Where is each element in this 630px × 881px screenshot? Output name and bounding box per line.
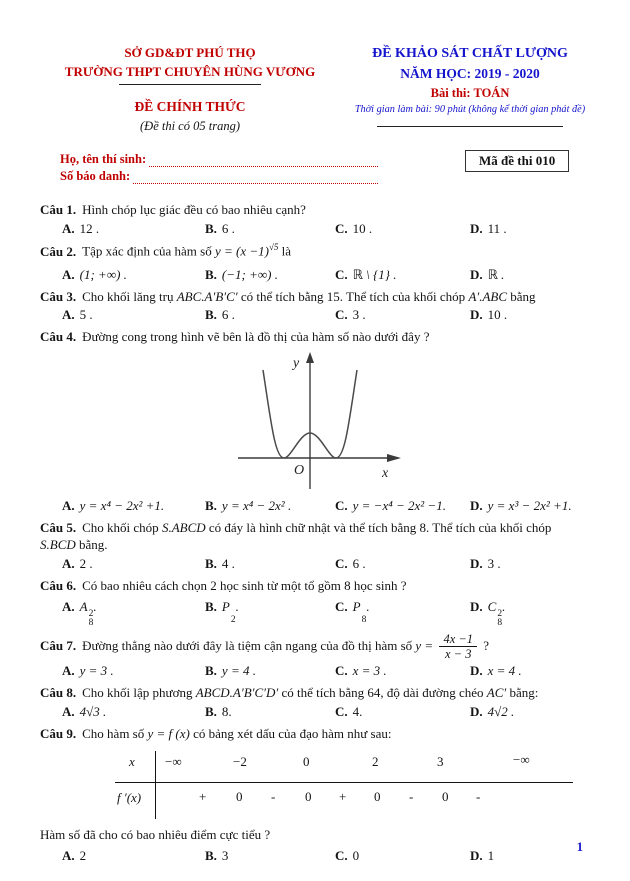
question-3-math1: ABC.A′B′C′	[176, 288, 238, 304]
question-2-exponent: √5	[268, 242, 279, 253]
option-tail: .	[235, 598, 239, 614]
question-8-math1: ABCD.A′B′C′D′	[195, 685, 279, 701]
option-value: ℝ \ {1} .	[352, 266, 397, 282]
option-letter: A.	[62, 307, 75, 323]
candidate-name-line	[149, 154, 378, 167]
option-letter: B.	[205, 220, 217, 236]
y-axis-label: y	[293, 356, 300, 372]
question-3-math2: A′.ABC	[468, 288, 508, 304]
table-sign: +	[199, 788, 207, 804]
option-a	[62, 599, 205, 628]
question-3-number: Câu 3.	[40, 288, 77, 304]
option-tail: .	[366, 598, 370, 614]
option-c	[335, 267, 470, 284]
question-1-text: Hình chóp lục giác đều có bao nhiêu cạnh?	[82, 201, 306, 217]
option-letter: B.	[205, 498, 217, 514]
symbol-sub: 8	[497, 617, 503, 628]
x-axis-label: x	[382, 466, 389, 482]
question-1	[40, 202, 600, 238]
option-a	[62, 307, 205, 324]
question-7	[40, 633, 600, 680]
question-9-number: Câu 9.	[40, 725, 77, 741]
question-8-text: Cho khối lập phương	[82, 685, 193, 701]
table-horizontal-rule	[115, 782, 573, 783]
option-letter: C.	[335, 555, 348, 571]
table-sign: -	[476, 788, 481, 804]
option-letter: B.	[205, 555, 217, 571]
question-3-text: Cho khối lăng trụ	[82, 288, 174, 304]
question-5-math1: S.ABCD	[161, 520, 206, 536]
question-2-number: Câu 2.	[40, 243, 77, 259]
option-value: 4√3 .	[79, 703, 107, 719]
candidate-id-line	[133, 171, 378, 184]
option-letter: D.	[470, 307, 483, 323]
option-value: x = 3 .	[352, 663, 387, 679]
question-8-number: Câu 8.	[40, 685, 77, 701]
question-5-number: Câu 5.	[40, 520, 77, 536]
option-b	[205, 498, 335, 515]
option-letter: B.	[205, 703, 217, 719]
option-b	[205, 307, 335, 324]
option-value: 4√2 .	[487, 703, 515, 719]
option-letter: C.	[335, 220, 348, 236]
option-letter: B.	[205, 266, 217, 282]
symbol-sub: 8	[361, 614, 367, 625]
option-d	[470, 221, 600, 238]
question-6-number: Câu 6.	[40, 577, 77, 593]
question-2-text: Tập xác định của hàm số	[82, 243, 212, 259]
question-9	[40, 726, 600, 865]
option-letter: B.	[205, 663, 217, 679]
header-right-rule	[377, 125, 563, 127]
table-x-value: 2	[372, 753, 379, 769]
option-value: 11 .	[487, 220, 507, 236]
option-value: 2	[79, 847, 87, 863]
option-tail: .	[93, 598, 97, 614]
question-4	[40, 329, 600, 515]
option-b	[205, 221, 335, 238]
fraction-numerator: 4x −1	[439, 633, 477, 648]
option-d	[470, 704, 600, 721]
option-value: 3 .	[487, 555, 501, 571]
option-d	[470, 307, 600, 324]
option-letter: A.	[62, 598, 75, 614]
table-x-value: −∞	[513, 751, 530, 767]
option-d	[470, 498, 600, 515]
question-7-number: Câu 7.	[40, 637, 77, 653]
school-name: TRƯỜNG THPT CHUYÊN HÙNG VƯƠNG	[64, 63, 316, 79]
option-value: y = x⁴ − 2x² +1.	[79, 498, 165, 514]
option-value: 6 .	[221, 220, 235, 236]
option-value: y = 4 .	[221, 663, 256, 679]
symbol-sub: 8	[88, 617, 94, 628]
option-value: (1; +∞) .	[79, 266, 127, 282]
question-9-text2: có bảng xét dấu của đạo hàm như sau:	[193, 725, 392, 741]
question-8	[40, 685, 600, 721]
option-value: 2 .	[79, 555, 93, 571]
table-sign: -	[271, 788, 276, 804]
header-right	[340, 44, 600, 134]
exam-subject: Bài thi: TOÁN	[430, 85, 510, 100]
header-left-rule	[119, 83, 261, 85]
option-letter: A.	[62, 220, 75, 236]
option-b	[205, 267, 335, 284]
table-sign: 0	[374, 788, 381, 804]
symbol-sup: 2	[497, 608, 503, 619]
option-letter: A.	[62, 847, 75, 863]
option-value: y = x³ − 2x² +1.	[487, 498, 572, 514]
option-value	[487, 598, 506, 628]
question-9-text: Cho hàm số	[82, 725, 145, 741]
option-value	[221, 598, 239, 625]
symbol-base: C	[487, 598, 497, 614]
question-8-options	[40, 704, 600, 721]
question-6	[40, 578, 600, 628]
question-5-math2: S.BCD	[40, 537, 76, 553]
option-a	[62, 663, 205, 680]
option-value: y = 3 .	[79, 663, 114, 679]
option-value: 12 .	[79, 220, 100, 236]
fraction-denominator: x − 3	[445, 647, 472, 662]
header	[40, 44, 600, 134]
question-7-options	[40, 663, 600, 680]
option-value: 3	[221, 847, 229, 863]
option-a	[62, 704, 205, 721]
option-letter: B.	[205, 598, 217, 614]
option-c	[335, 221, 470, 238]
option-a	[62, 848, 205, 865]
question-3	[40, 289, 600, 325]
question-4-options	[40, 498, 600, 515]
question-9-text3: Hàm số đã cho có bao nhiêu điểm cực tiểu ?	[40, 826, 271, 842]
question-4-graph	[230, 350, 415, 496]
symbol-base: P	[352, 598, 361, 614]
option-letter: C.	[335, 266, 348, 282]
table-x-value: 3	[437, 753, 444, 769]
option-c	[335, 663, 470, 680]
table-sign: -	[409, 788, 414, 804]
option-letter: A.	[62, 266, 75, 282]
page-number: 1	[576, 840, 583, 854]
option-value: 1	[487, 847, 495, 863]
option-letter: D.	[470, 598, 483, 614]
option-c	[335, 848, 470, 865]
header-left	[40, 44, 340, 134]
option-letter: D.	[470, 555, 483, 571]
table-sign: 0	[236, 788, 243, 804]
question-8-text3: bằng:	[509, 685, 539, 701]
option-value: 6 .	[221, 307, 235, 323]
question-5	[40, 520, 600, 573]
question-7-fraction	[439, 633, 477, 662]
department-name: SỞ GD&ĐT PHÚ THỌ	[124, 45, 256, 60]
option-value: 4 .	[221, 555, 235, 571]
option-b	[205, 704, 335, 721]
table-x-value: −∞	[165, 753, 182, 769]
option-b	[205, 599, 335, 628]
table-sign: 0	[442, 788, 449, 804]
question-2-options	[40, 267, 600, 284]
symbol-base: A	[79, 598, 88, 614]
option-letter: D.	[470, 220, 483, 236]
exam-title: ĐỀ KHẢO SÁT CHẤT LƯỢNG	[372, 46, 568, 61]
option-value: (−1; +∞) .	[221, 266, 278, 282]
option-value: 10 .	[487, 307, 508, 323]
question-1-options	[40, 221, 600, 238]
function-graph	[230, 350, 415, 496]
option-a	[62, 267, 205, 284]
option-c	[335, 704, 470, 721]
option-letter: C.	[335, 307, 348, 323]
option-letter: D.	[470, 498, 483, 514]
option-letter: C.	[335, 847, 348, 863]
symbol-sub: 2	[230, 614, 236, 625]
option-value: y = −x⁴ − 2x² −1.	[352, 498, 446, 514]
pages-note: (Đề thi có 05 trang)	[140, 118, 240, 133]
option-letter: B.	[205, 847, 217, 863]
table-x-value: 0	[303, 753, 310, 769]
question-4-number: Câu 4.	[40, 329, 77, 345]
option-value: 10 .	[352, 220, 373, 236]
candidate-name-row	[60, 150, 378, 167]
candidate-id-label: Số báo danh:	[60, 168, 131, 183]
y-axis-arrow	[306, 352, 314, 363]
option-letter: C.	[335, 598, 348, 614]
option-c	[335, 307, 470, 324]
candidate-section	[60, 150, 600, 190]
question-3-text3: bằng	[510, 288, 536, 304]
symbol-base: P	[221, 598, 230, 614]
option-value	[79, 598, 97, 628]
origin-label: O	[294, 463, 305, 479]
question-6-options	[40, 599, 600, 628]
option-d	[470, 599, 600, 628]
table-sign: 0	[305, 788, 312, 804]
option-c	[335, 498, 470, 515]
option-letter: D.	[470, 703, 483, 719]
option-value: 5 .	[79, 307, 93, 323]
option-value: 3 .	[352, 307, 366, 323]
question-3-text2: có thể tích bằng 15. Thể tích của khối chóp	[240, 288, 466, 304]
question-5-line2	[40, 537, 600, 554]
question-3-options	[40, 307, 600, 324]
option-letter: D.	[470, 266, 483, 282]
option-tail: .	[502, 598, 506, 614]
question-5-text2: có đáy là hình chữ nhật và thể tích bằng 8. Thể tích của khối chóp	[208, 520, 552, 536]
option-c	[335, 556, 470, 573]
option-a	[62, 498, 205, 515]
option-letter: C.	[335, 703, 348, 719]
option-value: 0	[352, 847, 360, 863]
exam-code-box: Mã đề thi 010	[465, 150, 569, 172]
symbol-sup: 2	[88, 608, 94, 619]
question-2-formula: y = (x −1)	[214, 243, 269, 259]
option-letter: A.	[62, 555, 75, 571]
option-a	[62, 556, 205, 573]
table-sign: +	[339, 788, 347, 804]
question-9-math1: y = f (x)	[147, 725, 190, 741]
table-vertical-rule	[155, 751, 156, 819]
question-5-text: Cho khối chóp	[82, 520, 159, 536]
question-5-text3: bằng.	[79, 537, 108, 553]
question-2-text2: là	[281, 243, 292, 259]
question-6-text: Có bao nhiêu cách chọn 2 học sinh từ một tổ gồm 8 học sinh ?	[82, 577, 407, 593]
option-letter: D.	[470, 847, 483, 863]
option-letter: A.	[62, 498, 75, 514]
option-letter: A.	[62, 703, 75, 719]
candidate-name-label: Họ, tên thí sinh:	[60, 151, 147, 166]
questions	[40, 202, 600, 865]
question-1-number: Câu 1.	[40, 201, 77, 217]
question-4-text: Đường cong trong hình vẽ bên là đồ thị của hàm số nào dưới đây ?	[82, 329, 430, 345]
table-f-label: f ′(x)	[117, 789, 142, 805]
candidate-id-row	[60, 167, 378, 184]
option-value: 4.	[352, 703, 363, 719]
option-a	[62, 221, 205, 238]
official-exam-label: ĐỀ CHÍNH THỨC	[134, 98, 246, 114]
question-7-formula-lead: y =	[415, 637, 434, 653]
option-value: x = 4 .	[487, 663, 522, 679]
question-8-math2: AC′	[486, 685, 507, 701]
option-value: y = x⁴ − 2x² .	[221, 498, 292, 514]
option-letter: D.	[470, 663, 483, 679]
option-b	[205, 663, 335, 680]
question-2	[40, 242, 600, 283]
option-d	[470, 267, 600, 284]
question-7-text: Đường thẳng nào dưới đây là tiệm cận ngang của đồ thị hàm số	[82, 637, 413, 653]
option-value	[352, 598, 370, 625]
option-d	[470, 663, 600, 680]
table-x-label: x	[129, 753, 135, 769]
option-letter: C.	[335, 663, 348, 679]
option-value: 6 .	[352, 555, 366, 571]
x-axis-arrow	[387, 454, 401, 462]
option-letter: B.	[205, 307, 217, 323]
question-5-options	[40, 556, 600, 573]
option-d	[470, 556, 600, 573]
question-8-text2: có thể tích bằng 64, độ dài đường chéo	[281, 685, 484, 701]
table-x-value: −2	[233, 753, 247, 769]
exam-year: NĂM HỌC: 2019 - 2020	[400, 65, 540, 81]
question-9-options	[40, 848, 600, 865]
option-value: ℝ .	[487, 266, 505, 282]
option-b	[205, 556, 335, 573]
option-letter: A.	[62, 663, 75, 679]
exam-duration: Thời gian làm bài: 90 phút (không kể thời gian phát đề)	[354, 103, 586, 115]
option-c	[335, 599, 470, 628]
question-7-tail: ?	[483, 637, 490, 653]
sign-table	[115, 751, 585, 825]
option-letter: C.	[335, 498, 348, 514]
option-b	[205, 848, 335, 865]
option-value: 8.	[221, 703, 232, 719]
